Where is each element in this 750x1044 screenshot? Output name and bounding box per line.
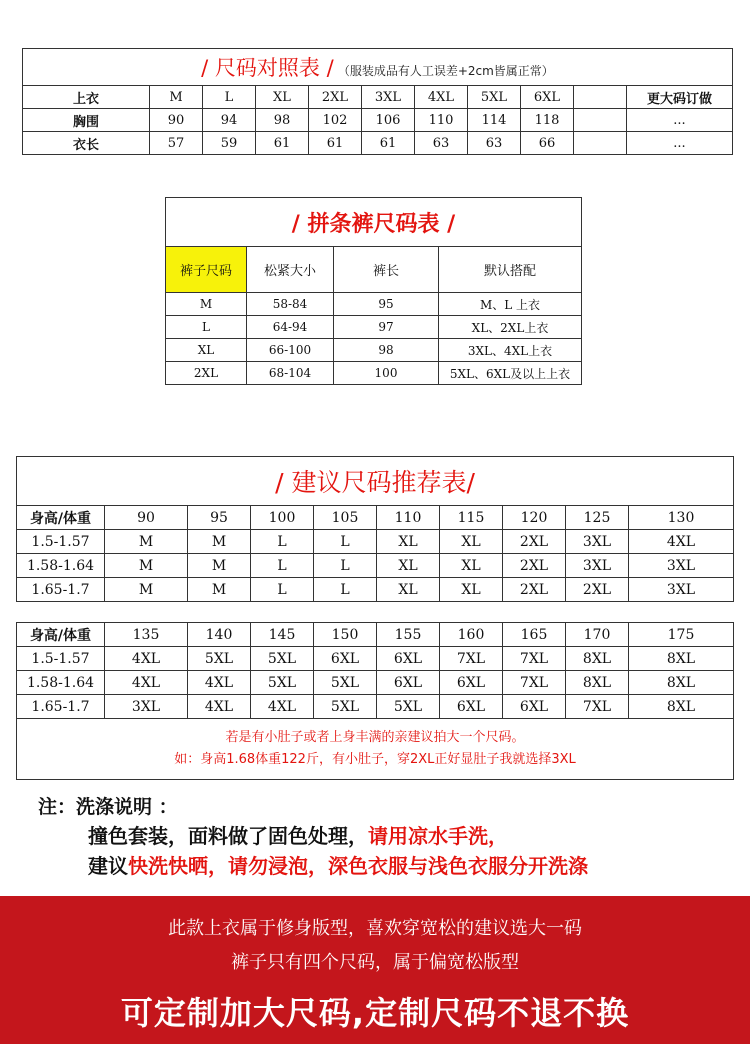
- table-cell: 64-94: [247, 316, 334, 339]
- size-advice-line-1: 若是有小肚子或者上身丰满的亲建议拍大一个尺码。: [225, 730, 525, 745]
- bottom-banner: [0, 896, 750, 1044]
- header-cell: 115: [440, 506, 503, 530]
- table-cell: L: [251, 530, 314, 554]
- table-cell: 6XL: [377, 647, 440, 671]
- wash-line-3: [88, 850, 588, 879]
- table-row: [17, 578, 734, 602]
- table-row: [17, 671, 734, 695]
- row-label: 衣长: [23, 132, 150, 155]
- table-cell: 3XL: [566, 530, 629, 554]
- pants-size-title: / 拼条裤尺码表 /: [166, 198, 582, 247]
- table-cell: 100: [334, 362, 439, 385]
- table-cell: 59: [203, 132, 256, 155]
- header-cell: 裤长: [334, 247, 439, 293]
- table-cell: 110: [415, 109, 468, 132]
- table-row: [17, 530, 734, 554]
- wash-title: 注：洗涤说明 ：: [38, 796, 178, 818]
- table-cell: 5XL: [251, 647, 314, 671]
- table-cell: XL: [377, 530, 440, 554]
- table-cell: ...: [627, 109, 733, 132]
- table-cell: XL: [377, 578, 440, 602]
- recommended-size-title: / 建议尺码推荐表/: [17, 457, 734, 506]
- table-cell: 102: [309, 109, 362, 132]
- table-cell: 6XL: [440, 695, 503, 719]
- table-cell: L: [314, 554, 377, 578]
- table-cell: 5XL: [251, 671, 314, 695]
- table-cell: M: [105, 578, 188, 602]
- table-row: [166, 316, 582, 339]
- wash-line-2: [88, 820, 508, 849]
- table-cell: 6XL: [503, 695, 566, 719]
- header-cell: 身高/体重: [17, 623, 105, 647]
- wash-line-2-text: 撞色套装，面料做了固色处理，: [88, 824, 368, 848]
- table-cell: 3XL: [566, 554, 629, 578]
- table-cell: 61: [256, 132, 309, 155]
- table-cell: L: [251, 578, 314, 602]
- table-cell: [574, 132, 627, 155]
- row-label: 1.5-1.57: [17, 647, 105, 671]
- table-cell: 6XL: [314, 647, 377, 671]
- header-cell: 95: [188, 506, 251, 530]
- table-cell: 6XL: [440, 671, 503, 695]
- table-row: [17, 695, 734, 719]
- table-cell: 2XL: [566, 578, 629, 602]
- header-cell: 身高/体重: [17, 506, 105, 530]
- table-cell: 5XL: [314, 695, 377, 719]
- table-cell: 94: [203, 109, 256, 132]
- table-cell: M、L 上衣: [439, 293, 582, 316]
- table-cell: L: [166, 316, 247, 339]
- table-cell: L: [251, 554, 314, 578]
- header-cell: 裤子尺码: [166, 247, 247, 293]
- table-cell: 4XL: [251, 695, 314, 719]
- header-cell: 5XL: [468, 86, 521, 109]
- header-cell: 4XL: [415, 86, 468, 109]
- table-cell: 63: [415, 132, 468, 155]
- table-cell: 61: [309, 132, 362, 155]
- table-cell: 66: [521, 132, 574, 155]
- recommended-size-table: [16, 456, 734, 780]
- table-cell: 8XL: [566, 671, 629, 695]
- header-cell: 170: [566, 623, 629, 647]
- table-cell: 3XL: [105, 695, 188, 719]
- table-cell: 3XL: [629, 578, 734, 602]
- table-cell: XL: [440, 578, 503, 602]
- banner-line-3: 可定制加大尺码,定制尺码不退不换: [120, 994, 630, 1032]
- table-cell: 8XL: [629, 695, 734, 719]
- row-label: 1.65-1.7: [17, 578, 105, 602]
- table-cell: 4XL: [105, 671, 188, 695]
- header-cell: 上衣: [23, 86, 150, 109]
- table-row: [17, 647, 734, 671]
- wash-line-2-highlight: 请用凉水手洗，: [368, 824, 508, 848]
- table-cell: 3XL: [629, 554, 734, 578]
- table-cell: 98: [256, 109, 309, 132]
- table-cell: 97: [334, 316, 439, 339]
- recommend-header-row: [17, 506, 734, 530]
- header-cell: 130: [629, 506, 734, 530]
- header-cell: 2XL: [309, 86, 362, 109]
- table-cell: M: [166, 293, 247, 316]
- table-cell: M: [188, 578, 251, 602]
- table-cell: 114: [468, 109, 521, 132]
- table-cell: 5XL: [377, 695, 440, 719]
- table-cell: M: [188, 530, 251, 554]
- table-cell: 4XL: [105, 647, 188, 671]
- header-cell: 默认搭配: [439, 247, 582, 293]
- size-chart-header-row: [23, 86, 733, 109]
- header-cell: XL: [256, 86, 309, 109]
- table-cell: 106: [362, 109, 415, 132]
- wash-line-3-highlight: 快洗快晒，请勿浸泡，深色衣服与浅色衣服分开洗涤: [128, 854, 588, 878]
- table-cell: L: [314, 530, 377, 554]
- header-cell: M: [150, 86, 203, 109]
- table-cell: 7XL: [566, 695, 629, 719]
- table-cell: XL: [440, 554, 503, 578]
- row-label: 1.5-1.57: [17, 530, 105, 554]
- size-advice-line-2: 如：身高1.68体重122斤，有小肚子，穿2XL正好显肚子我就选择3XL: [174, 752, 576, 767]
- size-chart-title: / 尺码对照表 /: [201, 56, 334, 80]
- table-cell: XL: [377, 554, 440, 578]
- header-cell: 90: [105, 506, 188, 530]
- table-cell: 2XL: [503, 578, 566, 602]
- table-cell: 7XL: [503, 671, 566, 695]
- header-cell: 160: [440, 623, 503, 647]
- table-spacer: [17, 602, 734, 623]
- table-cell: M: [188, 554, 251, 578]
- size-advice-note: [17, 719, 734, 780]
- header-cell: 125: [566, 506, 629, 530]
- header-cell: 6XL: [521, 86, 574, 109]
- table-cell: 66-100: [247, 339, 334, 362]
- header-cell: [574, 86, 627, 109]
- table-row: [166, 293, 582, 316]
- table-cell: 68-104: [247, 362, 334, 385]
- table-cell: XL: [166, 339, 247, 362]
- table-cell: XL: [440, 530, 503, 554]
- header-cell: 3XL: [362, 86, 415, 109]
- table-cell: 5XL: [188, 647, 251, 671]
- table-row: [166, 339, 582, 362]
- table-cell: 63: [468, 132, 521, 155]
- size-chart-title-cell: [23, 49, 733, 86]
- table-cell: 58-84: [247, 293, 334, 316]
- table-cell: 4XL: [188, 671, 251, 695]
- table-cell: 8XL: [629, 671, 734, 695]
- table-cell: 8XL: [566, 647, 629, 671]
- wash-line-3-text: 建议: [88, 854, 128, 878]
- header-cell: 150: [314, 623, 377, 647]
- table-cell: 7XL: [440, 647, 503, 671]
- table-cell: ...: [627, 132, 733, 155]
- header-cell: 165: [503, 623, 566, 647]
- table-cell: 57: [150, 132, 203, 155]
- table-cell: [574, 109, 627, 132]
- header-cell: 155: [377, 623, 440, 647]
- row-label: 胸围: [23, 109, 150, 132]
- table-cell: L: [314, 578, 377, 602]
- table-cell: 98: [334, 339, 439, 362]
- table-cell: M: [105, 530, 188, 554]
- table-cell: 5XL: [314, 671, 377, 695]
- table-cell: 6XL: [377, 671, 440, 695]
- banner-line-2: 裤子只有四个尺码，属于偏宽松版型: [231, 952, 519, 973]
- table-cell: 8XL: [629, 647, 734, 671]
- header-cell: 140: [188, 623, 251, 647]
- table-cell: 95: [334, 293, 439, 316]
- header-cell: 105: [314, 506, 377, 530]
- table-cell: M: [105, 554, 188, 578]
- pants-size-table: [165, 197, 582, 385]
- header-cell: 145: [251, 623, 314, 647]
- table-row: [17, 554, 734, 578]
- header-cell: 175: [629, 623, 734, 647]
- recommend-header-row: [17, 623, 734, 647]
- row-label: 1.58-1.64: [17, 671, 105, 695]
- header-cell: L: [203, 86, 256, 109]
- table-cell: 90: [150, 109, 203, 132]
- header-cell: 松紧大小: [247, 247, 334, 293]
- table-cell: 3XL、4XL上衣: [439, 339, 582, 362]
- table-row: [23, 109, 733, 132]
- table-cell: 2XL: [166, 362, 247, 385]
- size-chart-note: （服装成品有人工误差+2cm皆属正常）: [337, 64, 554, 78]
- table-cell: 4XL: [629, 530, 734, 554]
- table-row: [166, 362, 582, 385]
- header-cell: 更大码订做: [627, 86, 733, 109]
- table-cell: 7XL: [503, 647, 566, 671]
- header-cell: 110: [377, 506, 440, 530]
- table-cell: 118: [521, 109, 574, 132]
- size-chart-table: [22, 48, 733, 155]
- row-label: 1.65-1.7: [17, 695, 105, 719]
- table-row: [23, 132, 733, 155]
- table-cell: XL、2XL上衣: [439, 316, 582, 339]
- pants-header-row: [166, 247, 582, 293]
- banner-line-1: 此款上衣属于修身版型，喜欢穿宽松的建议选大一码: [168, 918, 582, 939]
- table-cell: 2XL: [503, 554, 566, 578]
- spacer-cell: [17, 602, 734, 623]
- header-cell: 100: [251, 506, 314, 530]
- row-label: 1.58-1.64: [17, 554, 105, 578]
- header-cell: 120: [503, 506, 566, 530]
- table-cell: 5XL、6XL及以上上衣: [439, 362, 582, 385]
- header-cell: 135: [105, 623, 188, 647]
- table-cell: 4XL: [188, 695, 251, 719]
- table-cell: 61: [362, 132, 415, 155]
- table-cell: 2XL: [503, 530, 566, 554]
